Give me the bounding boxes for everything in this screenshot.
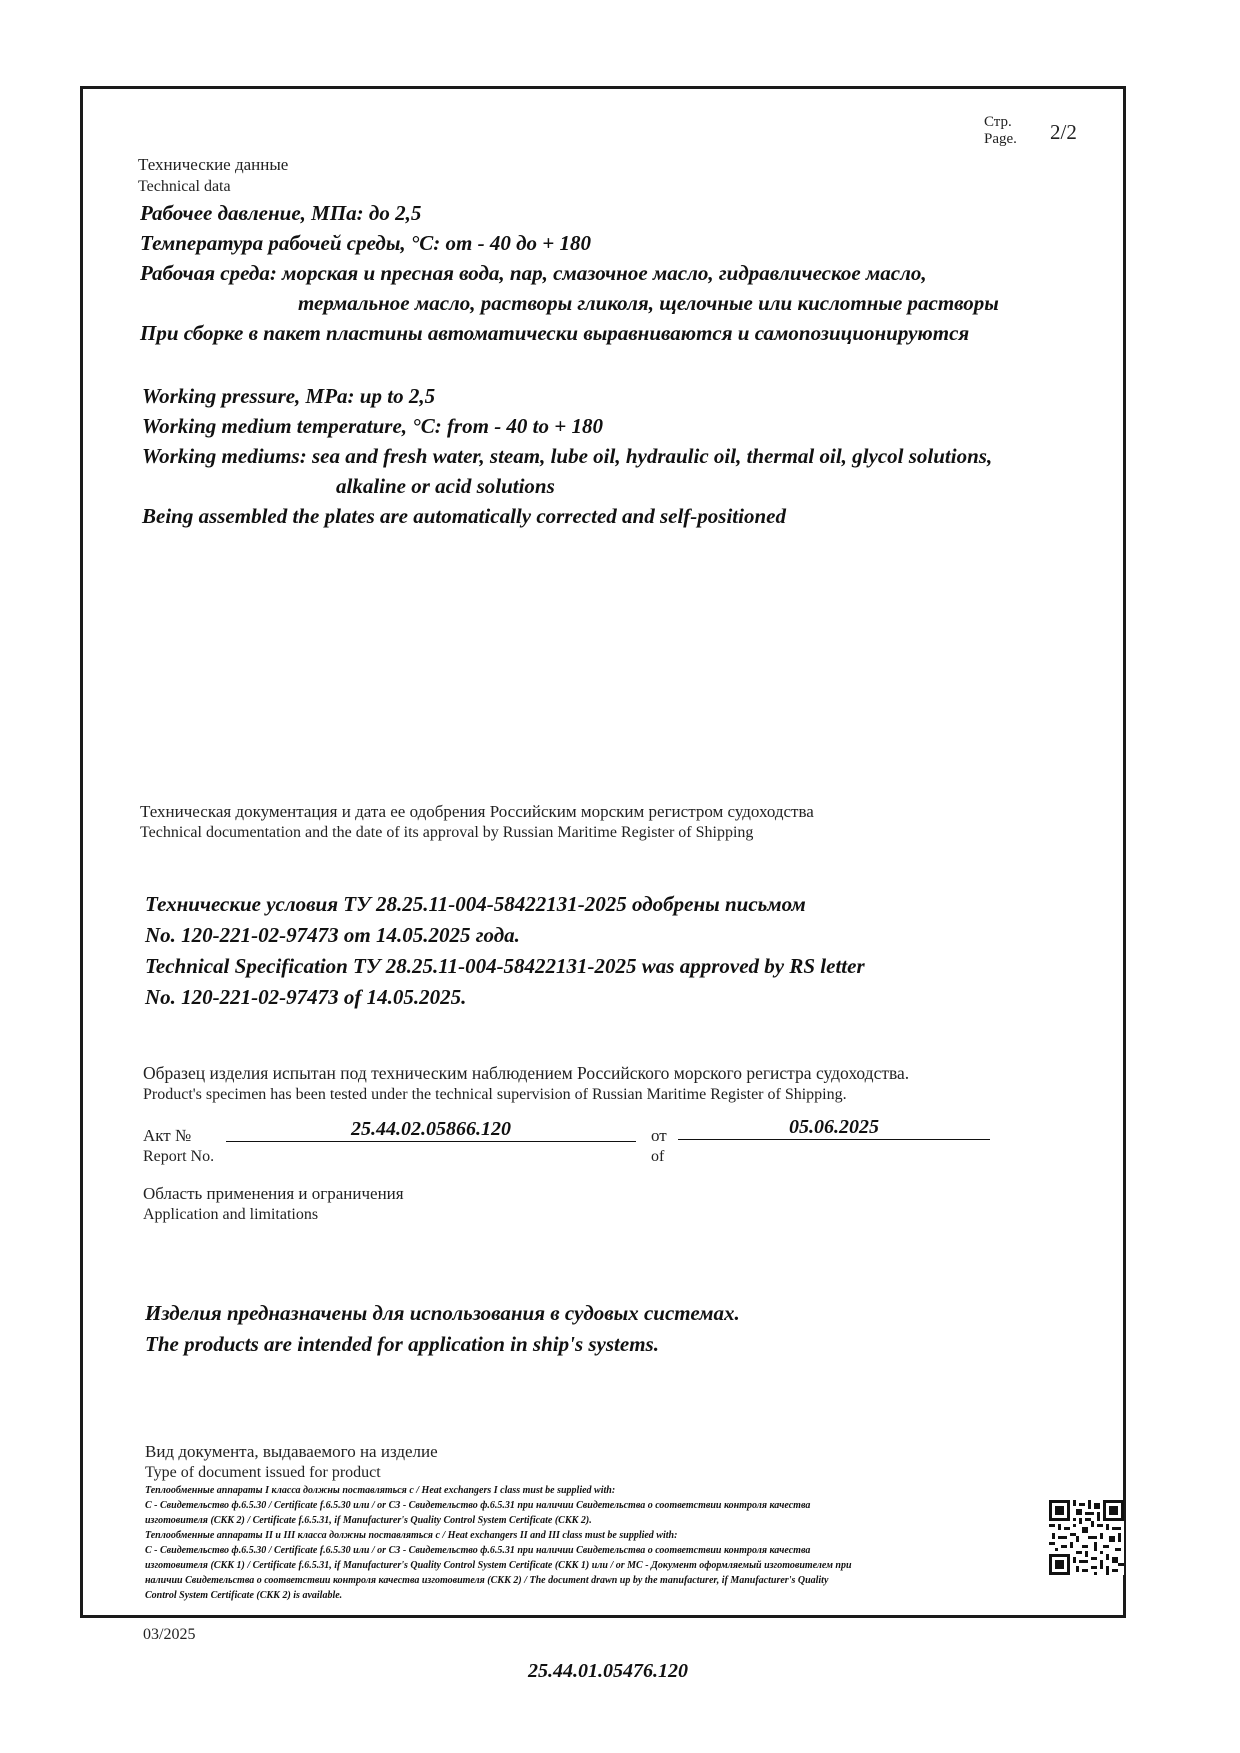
qr-code-icon [1049,1500,1124,1575]
fine-line-2: С - Свидетельство ф.6.5.30 / Certificate f.6.5.30 или / or СЗ - Свидетельство ф.6.5.31 при наличии Свидетельства о соответствии контроля качества [145,1500,811,1511]
tech-doc-line-1: Технические условия ТУ 28.25.11-004-58422131-2025 одобрены письмом [145,892,806,916]
tech-en-line-1: Working pressure, MPa: up to 2,5 [142,384,436,408]
report-label-ru: Акт № [143,1126,192,1145]
fine-line-5: С - Свидетельство ф.6.5.30 / Certificate f.6.5.30 или / or СЗ - Свидетельство ф.6.5.31 при наличии Свидетельства о соответствии контроля качества [145,1545,811,1556]
application-line-2: The products are intended for application in ship's systems. [145,1332,659,1356]
form-date: 03/2025 [143,1626,196,1643]
application-label-en: Application and limitations [143,1206,319,1223]
page-number: 2/2 [1050,120,1077,144]
report-of-en: of [651,1148,665,1165]
tech-ru-line-3: Рабочая среда: морская и пресная вода, пар, смазочное масло, гидравлическое масло, [140,261,927,285]
tech-en-line-4: alkaline or acid solutions [336,474,555,498]
tech-doc-line-3: Technical Specification ТУ 28.25.11-004-58422131-2025 was approved by RS letter [145,954,865,978]
tech-ru-line-5: При сборке в пакет пластины автоматически выравниваются и самопозиционируются [140,321,970,345]
fine-line-7: наличии Свидетельства о соответствии контроля качества изготовителя (СКК 2) / The document drawn up by the manufacturer, if Manufacturer's Quality [145,1575,829,1586]
fine-line-6: изготовителя (СКК 1) / Certificate f.6.5.31, if Manufacturer's Quality Control System Certificate (СКК 1) или / or МС - Документ оформляемый изготовителем при [145,1560,852,1571]
technical-data-label-en: Technical data [138,178,231,195]
doc-type-fine-print [145,1483,852,1603]
tech-doc-label-en: Technical documentation and the date of its approval by Russian Maritime Register of Shipping [140,824,754,841]
doc-type-label-ru: Вид документа, выдаваемого на изделие [145,1442,438,1461]
technical-data-label-ru: Технические данные [138,155,289,174]
tech-ru-line-1: Рабочее давление, МПа: до 2,5 [140,201,422,225]
doc-type-label-en: Type of document issued for product [145,1464,381,1481]
page-label-en: Page. [984,131,1017,147]
fine-line-4: Теплообменные аппараты II и III класса должны поставляться с / Heat exchangers II and III class must be supplied with: [145,1530,678,1541]
fine-line-8: Control System Certificate (СКК 2) is available. [145,1590,343,1601]
tech-doc-line-4: No. 120-221-02-97473 of 14.05.2025. [145,985,467,1009]
fine-line-1: Теплообменные аппараты I класса должны поставляться с / Heat exchangers I class must be supplied with: [145,1485,616,1496]
report-number: 25.44.02.05866.120 [226,1117,636,1142]
fine-line-3: изготовителя (СКК 2) / Certificate f.6.5.31, if Manufacturer's Quality Control System Certificate (СКК 2). [145,1515,592,1526]
report-date: 05.06.2025 [678,1115,990,1140]
document-number: 25.44.01.05476.120 [528,1660,688,1682]
tech-en-line-2: Working medium temperature, °C: from - 40 to + 180 [142,414,603,438]
tech-ru-line-4: термальное масло, растворы гликоля, щелочные или кислотные растворы [298,291,999,315]
application-line-1: Изделия предназначены для использования в судовых системах. [145,1301,740,1325]
page-label-ru: Стр. [984,114,1012,130]
specimen-label-ru: Образец изделия испытан под техническим наблюдением Российского морского регистра судоходства. [143,1063,910,1083]
tech-en-line-3: Working mediums: sea and fresh water, steam, lube oil, hydraulic oil, thermal oil, glycol solutions, [142,444,993,468]
tech-en-line-5: Being assembled the plates are automatically corrected and self-positioned [142,504,786,528]
report-of-ru: от [651,1126,667,1145]
page-label [984,114,1017,148]
specimen-label-en: Product's specimen has been tested under the technical supervision of Russian Maritime Register of Shipping. [143,1086,847,1103]
tech-ru-line-2: Температура рабочей среды, °С: от - 40 до + 180 [140,231,592,255]
report-label-en: Report No. [143,1148,215,1165]
tech-doc-label-ru: Техническая документация и дата ее одобрения Российским морским регистром судоходства [140,802,814,821]
tech-doc-line-2: No. 120-221-02-97473 от 14.05.2025 года. [145,923,520,947]
application-label-ru: Область применения и ограничения [143,1184,404,1203]
